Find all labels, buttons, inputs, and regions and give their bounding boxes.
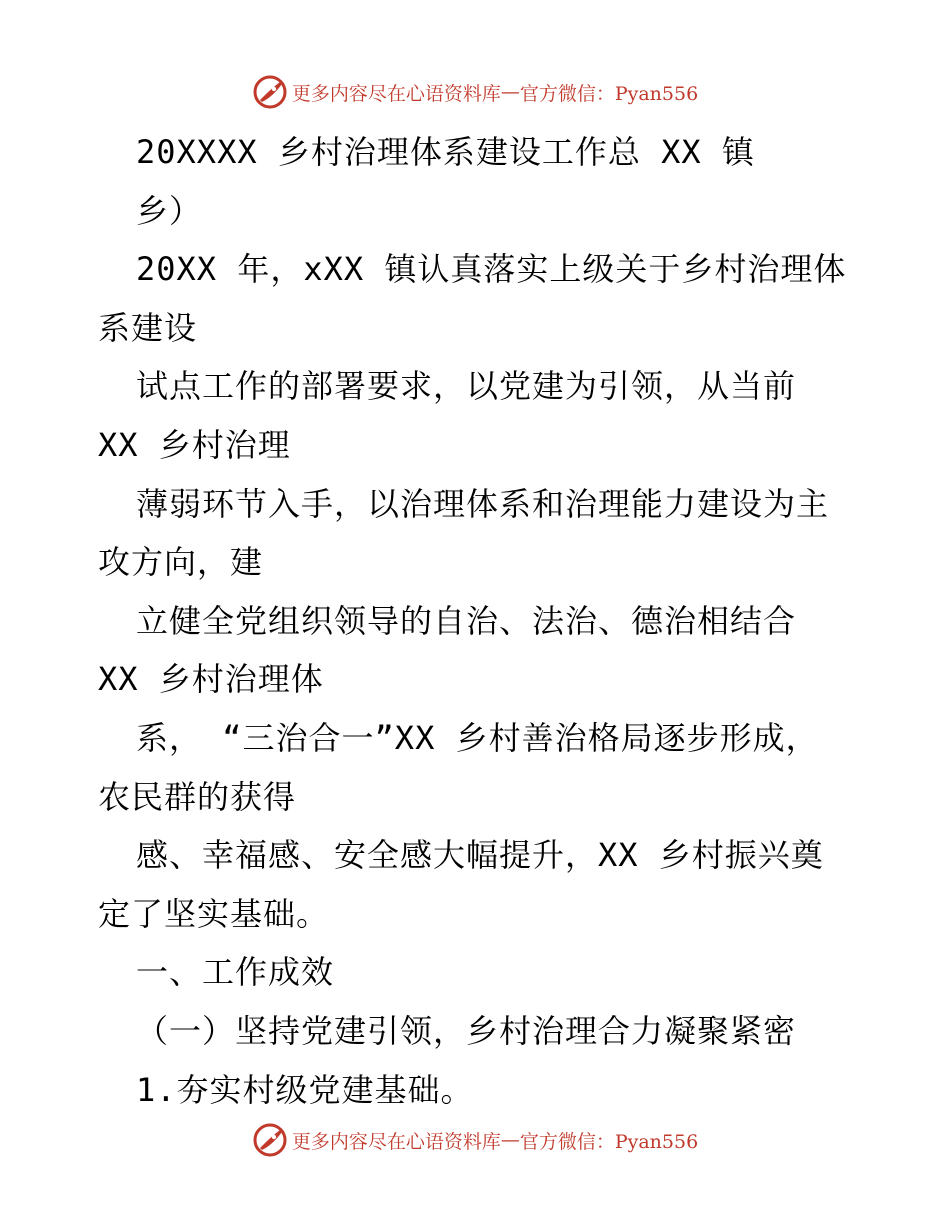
pen-nib-logo-icon — [252, 74, 288, 110]
paragraph-line: 试点工作的部署要求，以党建为引领，从当前 — [136, 367, 797, 406]
watermark-wechat: 官方微信：Pyan556 — [519, 82, 699, 105]
paragraph-line: 攻方向，建 — [98, 543, 264, 582]
paragraph-line: 系建设 — [98, 308, 198, 347]
numbered-item: 1.夯实村级党建基础。 — [136, 1070, 474, 1109]
paragraph-line: 立健全党组织领导的自治、法治、德治相结合 — [136, 601, 797, 640]
watermark-footer — [0, 1120, 950, 1160]
paragraph-line: 定了坚实基础。 — [98, 894, 330, 933]
watermark-dash: — — [500, 81, 520, 103]
watermark-dash: — — [500, 1129, 520, 1151]
watermark-text: 更多内容尽在心语资料库 — [291, 82, 501, 105]
paragraph-line: XX 乡村治理 — [98, 425, 291, 464]
watermark-header — [0, 72, 950, 112]
doc-title-line-cont: 乡） — [136, 191, 203, 230]
watermark-text: 更多内容尽在心语资料库 — [291, 1130, 501, 1153]
subsection-heading: （一）坚持党建引领，乡村治理合力凝聚紧密 — [136, 1011, 797, 1050]
paragraph-line: 农民群的获得 — [98, 777, 297, 816]
paragraph-line: XX 乡村治理体 — [98, 660, 324, 699]
pen-nib-logo-icon — [252, 1122, 288, 1158]
section-heading: 一、工作成效 — [136, 953, 335, 992]
paragraph-line: 系， “三治合一”XX 乡村善治格局逐步形成， — [136, 718, 819, 757]
paragraph-line: 20XX 年，xXX 镇认真落实上级关于乡村治理体 — [136, 250, 847, 289]
watermark-wechat: 官方微信：Pyan556 — [519, 1130, 699, 1153]
paragraph-line: 薄弱环节入手，以治理体系和治理能力建设为主 — [136, 484, 830, 523]
document-body — [98, 123, 898, 1119]
paragraph-line: 感、幸福感、安全感大幅提升，XX 乡村振兴奠 — [136, 836, 824, 875]
doc-title-line: 20XXXX 乡村治理体系建设工作总 XX 镇 — [136, 133, 755, 171]
